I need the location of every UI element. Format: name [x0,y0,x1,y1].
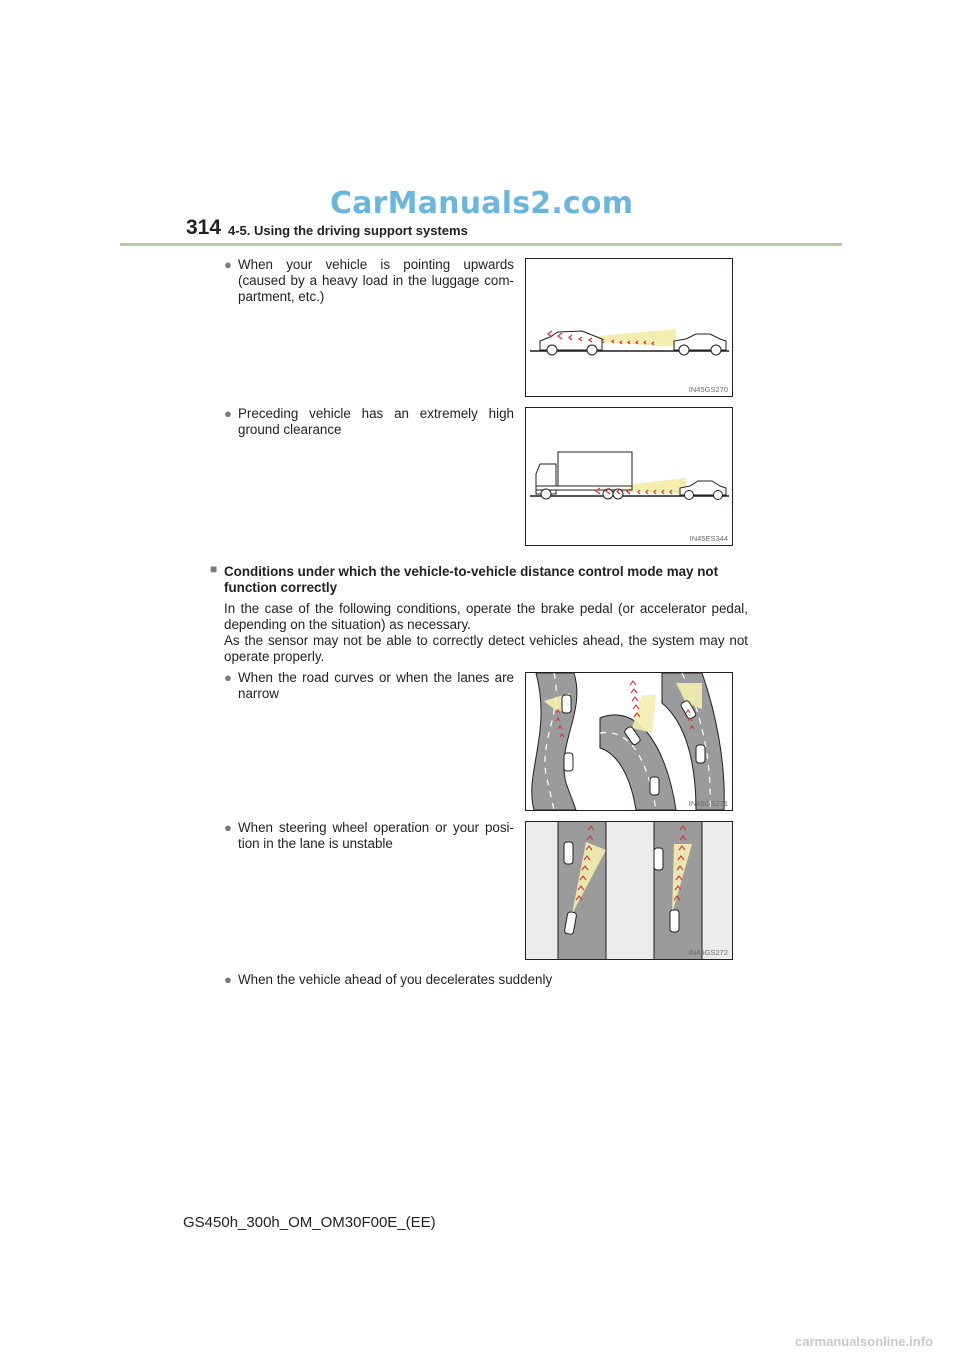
figure-code: IN45GS270 [688,385,728,394]
bullet-steering-unstable [224,820,514,852]
bullet-text: When your vehicle is pointing upwards (caused by a heavy load in the luggage com-partment, etc.) [238,257,514,304]
heading-text: Conditions under which the vehicle-to-vehicle distance control mode may not function correctly [224,564,719,595]
paragraph-operate-pedal: In the case of the following conditions, operate the brake pedal (or accelerator pedal, depending on the situation) as necessary. [224,601,748,632]
footer-document-code: GS450h_300h_OM_OM30F00E_(EE) [183,1214,436,1231]
section-heading [210,564,755,596]
bullet-road-curves [224,670,514,702]
bottom-watermark: carmanualsonline.info [795,1334,933,1349]
figure-code: IN45GS271 [688,799,728,808]
bullet-text: When steering wheel operation or your posi-tion in the lane is unstable [238,820,514,851]
bullet-icon: ● [224,257,232,272]
figure-code: IN45GS272 [688,948,728,957]
bullet-high-ground-clearance [224,406,514,438]
header-divider [120,243,842,246]
figure-truck-ground-clearance [525,407,733,546]
bullet-icon: ● [224,820,232,835]
figure-vehicle-pointing-up [525,258,733,397]
page-number: 314 [186,216,222,239]
bullet-icon: ● [224,972,232,987]
section-title: 4-5. Using the driving support systems [228,223,468,238]
bullet-vehicle-pointing-upwards [224,257,514,305]
bullet-text: When the vehicle ahead of you decelerates suddenly [238,972,553,987]
bullet-icon: ● [224,406,232,421]
figure-lane-position [525,821,733,960]
bullet-text: Preceding vehicle has an extremely high ground clearance [238,406,514,437]
paragraph-sensor-detection: As the sensor may not be able to correctly detect vehicles ahead, the system may not operate properly. [224,633,748,664]
figure-code: IN45ES344 [689,534,728,543]
bullet-icon: ● [224,670,232,685]
figure-curved-roads [525,672,733,811]
bullet-sudden-deceleration [224,972,724,988]
heading-square-icon: ■ [210,562,218,576]
bullet-text: When the road curves or when the lanes are narrow [238,670,514,701]
watermark-logo: CarManuals2.com [330,186,634,221]
